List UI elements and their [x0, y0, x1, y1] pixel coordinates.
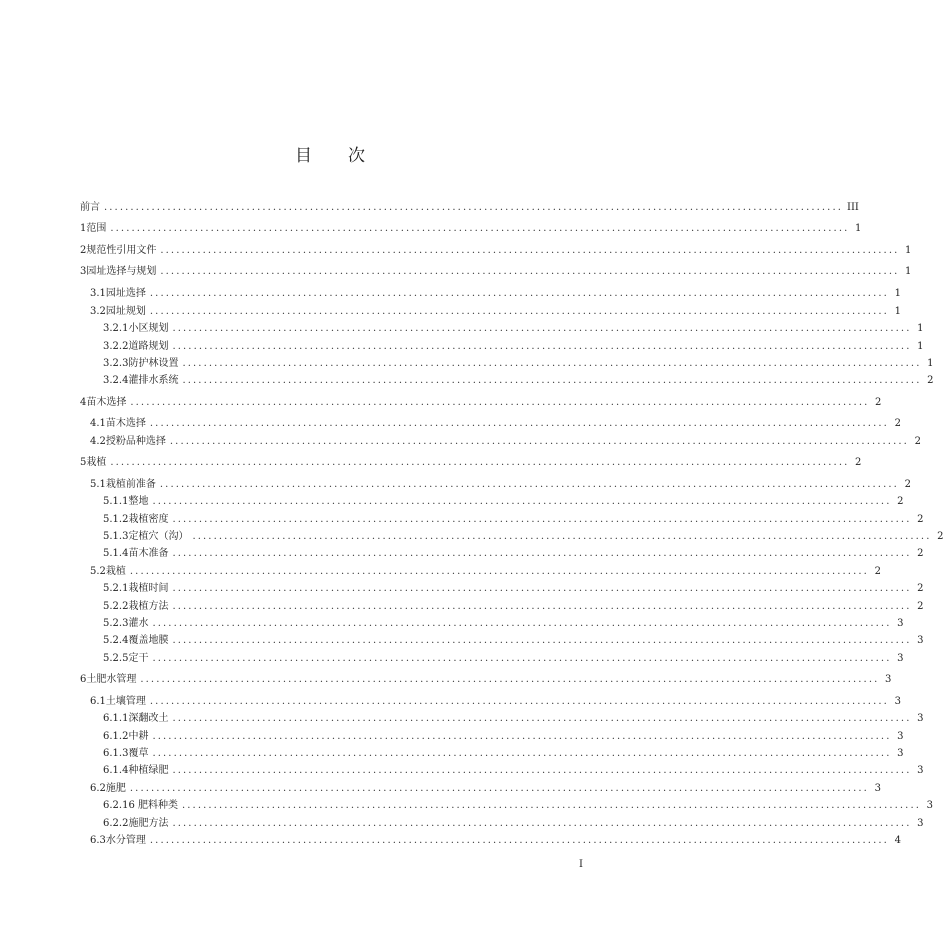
toc-entry[interactable]	[90, 782, 881, 796]
toc-entry-label: 道路规划	[128, 341, 169, 352]
toc-entry[interactable]	[103, 340, 924, 354]
toc-entry-page: 3	[897, 748, 904, 759]
toc-entry-number: 5	[80, 457, 87, 468]
toc-entry-page: 3	[926, 800, 934, 811]
toc-entry[interactable]	[103, 712, 924, 726]
toc-leader-dots: ............................................................................................................................................	[152, 731, 892, 742]
toc-entry-page: 1	[927, 358, 934, 369]
toc-entry-label: 灌排水系统	[128, 375, 179, 386]
toc-leader-dots: ............................................................................................................................................	[110, 223, 850, 234]
toc-entry-page: 2	[897, 496, 904, 507]
toc-entry-number: 6.1.4	[103, 765, 129, 776]
toc-entry-label: 土壤管理	[105, 696, 146, 707]
toc-entry-label: 6 肥料种类	[128, 800, 178, 811]
toc-entry-page: 2	[937, 531, 943, 542]
toc-entry-page: 3	[917, 765, 924, 776]
toc-entry-page: 3	[897, 618, 904, 629]
toc-leader-dots: ............................................................................................................................................	[172, 548, 912, 559]
toc-leader-dots: ............................................................................................................................................	[160, 266, 900, 277]
toc-entry-number: 1	[80, 223, 87, 234]
toc-entry-number: 3.2.3	[103, 358, 129, 369]
toc-entry-number: 5.1.2	[103, 514, 129, 525]
toc-entry-label: 规范性引用文件	[86, 245, 157, 256]
toc-entry[interactable]	[103, 817, 924, 831]
toc-entry-label: 园址选择	[105, 288, 146, 299]
toc-entry-label: 栽植	[86, 457, 107, 468]
toc-entry[interactable]	[90, 834, 901, 848]
toc-entry-label: 苗木准备	[128, 548, 169, 559]
toc-entry[interactable]	[103, 617, 904, 631]
toc-entry-number: 6.1.1	[103, 713, 129, 724]
toc-entry[interactable]	[103, 652, 904, 666]
toc-entry[interactable]	[80, 673, 892, 687]
toc-entry-number: 5.2	[90, 566, 106, 577]
toc-entry-number: 5.1.4	[103, 548, 129, 559]
toc-entry-page: 3	[917, 713, 924, 724]
toc-entry-number: 6.2.2	[103, 818, 129, 829]
toc-entry-label: 防护林设置	[128, 358, 179, 369]
toc-leader-dots: ............................................................................................................................................	[172, 765, 912, 776]
toc-entry-page: 2	[904, 479, 911, 490]
toc-entry-page: 3	[917, 635, 924, 646]
toc-leader-dots: ............................................................................................................................................	[152, 653, 892, 664]
toc-leader-dots: ............................................................................................................................................	[182, 800, 922, 811]
toc-entry-number: 6	[80, 674, 87, 685]
toc-entry-label: 小区规划	[128, 323, 169, 334]
toc-leader-dots: ............................................................................................................................................	[182, 358, 922, 369]
toc-entry-number: 3.2	[90, 306, 106, 317]
toc-entry-number: 6.1.2	[103, 731, 129, 742]
toc-leader-dots: ............................................................................................................................................	[172, 341, 912, 352]
toc-leader-dots: ............................................................................................................................................	[130, 397, 870, 408]
toc-entry[interactable]	[103, 495, 904, 509]
toc-entry-label: 灌水	[128, 618, 149, 629]
toc-entry-number: 4.2	[90, 436, 106, 447]
toc-entry-number: 3.2.4	[103, 375, 129, 386]
toc-entry[interactable]	[103, 530, 943, 544]
toc-leader-dots: ............................................................................................................................................	[160, 245, 900, 256]
toc-entry-page: 1	[855, 223, 862, 234]
toc-entry-page: 3	[897, 653, 904, 664]
toc-entry-number: 3.2.2	[103, 341, 129, 352]
page-number: I	[579, 859, 583, 870]
toc-entry-label: 前言	[80, 202, 100, 213]
toc-entry-label: 种植绿肥	[128, 765, 169, 776]
toc-leader-dots: ............................................................................................................................................	[129, 783, 869, 794]
toc-entry-number: 3.1	[90, 288, 106, 299]
toc-leader-dots: ............................................................................................................................................	[149, 306, 889, 317]
toc-entry[interactable]	[90, 478, 911, 492]
toc-title-char-2: 次	[348, 146, 367, 166]
toc-title-char-1: 目	[295, 146, 314, 166]
toc-entry-number: 5.2.3	[103, 618, 129, 629]
toc-entry[interactable]	[103, 547, 924, 561]
toc-entry-number: 5.2.1	[103, 583, 129, 594]
toc-leader-dots: ............................................................................................................................................	[104, 202, 844, 213]
toc-leader-dots: ............................................................................................................................................	[172, 514, 912, 525]
toc-entry-number: 5.1	[90, 479, 106, 490]
toc-entry-label: 深翻改土	[128, 713, 169, 724]
toc-entry-label: 中耕	[128, 731, 149, 742]
toc-leader-dots: ............................................................................................................................................	[172, 601, 912, 612]
toc-leader-dots: ............................................................................................................................................	[172, 635, 912, 646]
toc-entry[interactable]	[90, 287, 901, 301]
toc-entry-number: 6.3	[90, 835, 106, 846]
toc-entry[interactable]	[90, 695, 901, 709]
toc-entry[interactable]	[103, 374, 934, 388]
toc-entry[interactable]	[90, 417, 901, 431]
toc-entry-label: 园址选择与规划	[86, 266, 157, 277]
toc-entry[interactable]	[80, 244, 912, 258]
toc-entry[interactable]	[80, 265, 912, 279]
toc-entry-page: 1	[894, 288, 901, 299]
toc-entry-number: 5.2.5	[103, 653, 129, 664]
toc-leader-dots: ............................................................................................................................................	[110, 457, 850, 468]
toc-entry-page: 1	[917, 341, 924, 352]
toc-entry-number: 5.2.4	[103, 635, 129, 646]
toc-entry[interactable]	[103, 799, 934, 813]
toc-entry[interactable]	[90, 565, 881, 579]
toc-entry[interactable]	[103, 730, 904, 744]
toc-entry-label: 覆草	[128, 748, 149, 759]
toc-entry-label: 苗木选择	[86, 397, 127, 408]
toc-entry-page: 2	[855, 457, 862, 468]
toc-entry-label: 园址规划	[105, 306, 146, 317]
toc-entry-label: 范围	[86, 223, 107, 234]
toc-entry-page: 1	[905, 266, 912, 277]
toc-leader-dots: ............................................................................................................................................	[149, 696, 889, 707]
toc-entry-label: 苗木选择	[105, 418, 146, 429]
toc-entry[interactable]	[80, 456, 862, 470]
toc-entry-number: 3	[80, 266, 87, 277]
toc-entry-page: 3	[917, 818, 924, 829]
toc-entry-label: 定干	[128, 653, 149, 664]
toc-entry-page: 2	[874, 566, 881, 577]
toc-entry[interactable]	[90, 305, 901, 319]
toc-entry[interactable]	[90, 435, 921, 449]
toc-entry-label: 栽植	[105, 566, 126, 577]
toc-entry[interactable]	[80, 396, 882, 410]
toc-entry[interactable]	[103, 322, 924, 336]
toc-leader-dots: ............................................................................................................................................	[152, 496, 892, 507]
toc-entry-page: 2	[914, 436, 921, 447]
toc-leader-dots: ............................................................................................................................................	[140, 674, 880, 685]
toc-leader-dots: ............................................................................................................................................	[149, 288, 889, 299]
toc-leader-dots: ............................................................................................................................................	[152, 748, 892, 759]
toc-entry-page: 3	[894, 696, 901, 707]
toc-entry-number: 3.2.1	[103, 323, 129, 334]
toc-entry-page: 2	[917, 601, 924, 612]
toc-entry-page: 2	[894, 418, 901, 429]
toc-entry-label: 栽植方法	[128, 601, 169, 612]
toc-entry-page: 2	[917, 583, 924, 594]
toc-leader-dots: ............................................................................................................................................	[159, 479, 899, 490]
toc-leader-dots: ............................................................................................................................................	[172, 583, 912, 594]
toc-entry-page: 2	[927, 375, 934, 386]
toc-leader-dots: ............................................................................................................................................	[172, 713, 912, 724]
toc-leader-dots: ............................................................................................................................................	[172, 818, 912, 829]
toc-entry-page: 1	[905, 245, 912, 256]
toc-entry-number: 4.1	[90, 418, 106, 429]
toc-entry-page: 3	[874, 783, 881, 794]
toc-entry-page: 2	[917, 514, 924, 525]
toc-entry-page: 3	[885, 674, 892, 685]
toc-entry[interactable]	[103, 747, 904, 761]
toc-leader-dots: ............................................................................................................................................	[149, 418, 889, 429]
toc-entry-number: 5.1.1	[103, 496, 129, 507]
toc-entry-number: 2	[80, 245, 87, 256]
toc-entry-page: 2	[917, 548, 924, 559]
toc-entry-page: 1	[894, 306, 901, 317]
toc-leader-dots: ............................................................................................................................................	[152, 618, 892, 629]
toc-entry[interactable]	[103, 764, 924, 778]
toc-entry-number: 5.1.3	[103, 531, 129, 542]
toc-leader-dots: ............................................................................................................................................	[192, 531, 932, 542]
toc-leader-dots: ............................................................................................................................................	[172, 323, 912, 334]
toc-entry-label: 施肥	[105, 783, 126, 794]
toc-entry-label: 栽植前准备	[105, 479, 156, 490]
toc-entry-number: 6.1.3	[103, 748, 129, 759]
toc-entry-number: 4	[80, 397, 87, 408]
toc-entry-number: 6.2	[90, 783, 106, 794]
toc-entry[interactable]	[103, 634, 924, 648]
toc-entry-page: 2	[875, 397, 882, 408]
toc-entry-page: 1	[917, 323, 924, 334]
toc-entry[interactable]	[80, 222, 862, 236]
toc-entry-label: 定植穴（沟）	[128, 531, 189, 542]
toc-entry-page: 4	[894, 835, 901, 846]
toc-leader-dots: ............................................................................................................................................	[169, 436, 909, 447]
toc-leader-dots: ............................................................................................................................................	[149, 835, 889, 846]
toc-leader-dots: ............................................................................................................................................	[129, 566, 869, 577]
toc-entry-number: 5.2.2	[103, 601, 129, 612]
toc-entry[interactable]	[103, 357, 934, 371]
toc-entry-label: 水分管理	[105, 835, 146, 846]
toc-entry-number: 6.1	[90, 696, 106, 707]
toc-entry-number: 6.2.1	[103, 800, 129, 811]
toc-entry[interactable]	[80, 201, 859, 215]
toc-entry-label: 土肥水管理	[86, 674, 137, 685]
toc-entry-label: 整地	[128, 496, 149, 507]
toc-entry-label: 覆盖地膜	[128, 635, 169, 646]
toc-entry-label: 施肥方法	[128, 818, 169, 829]
toc-leader-dots: ............................................................................................................................................	[182, 375, 922, 386]
toc-entry-label: 栽植密度	[128, 514, 169, 525]
toc-entry-page: III	[847, 202, 859, 213]
toc-entry[interactable]	[103, 582, 924, 596]
toc-entry-label: 栽植时间	[128, 583, 169, 594]
toc-entry[interactable]	[103, 600, 924, 614]
toc-entry-label: 授粉品种选择	[105, 436, 166, 447]
toc-entry-page: 3	[897, 731, 904, 742]
toc-entry[interactable]	[103, 513, 924, 527]
